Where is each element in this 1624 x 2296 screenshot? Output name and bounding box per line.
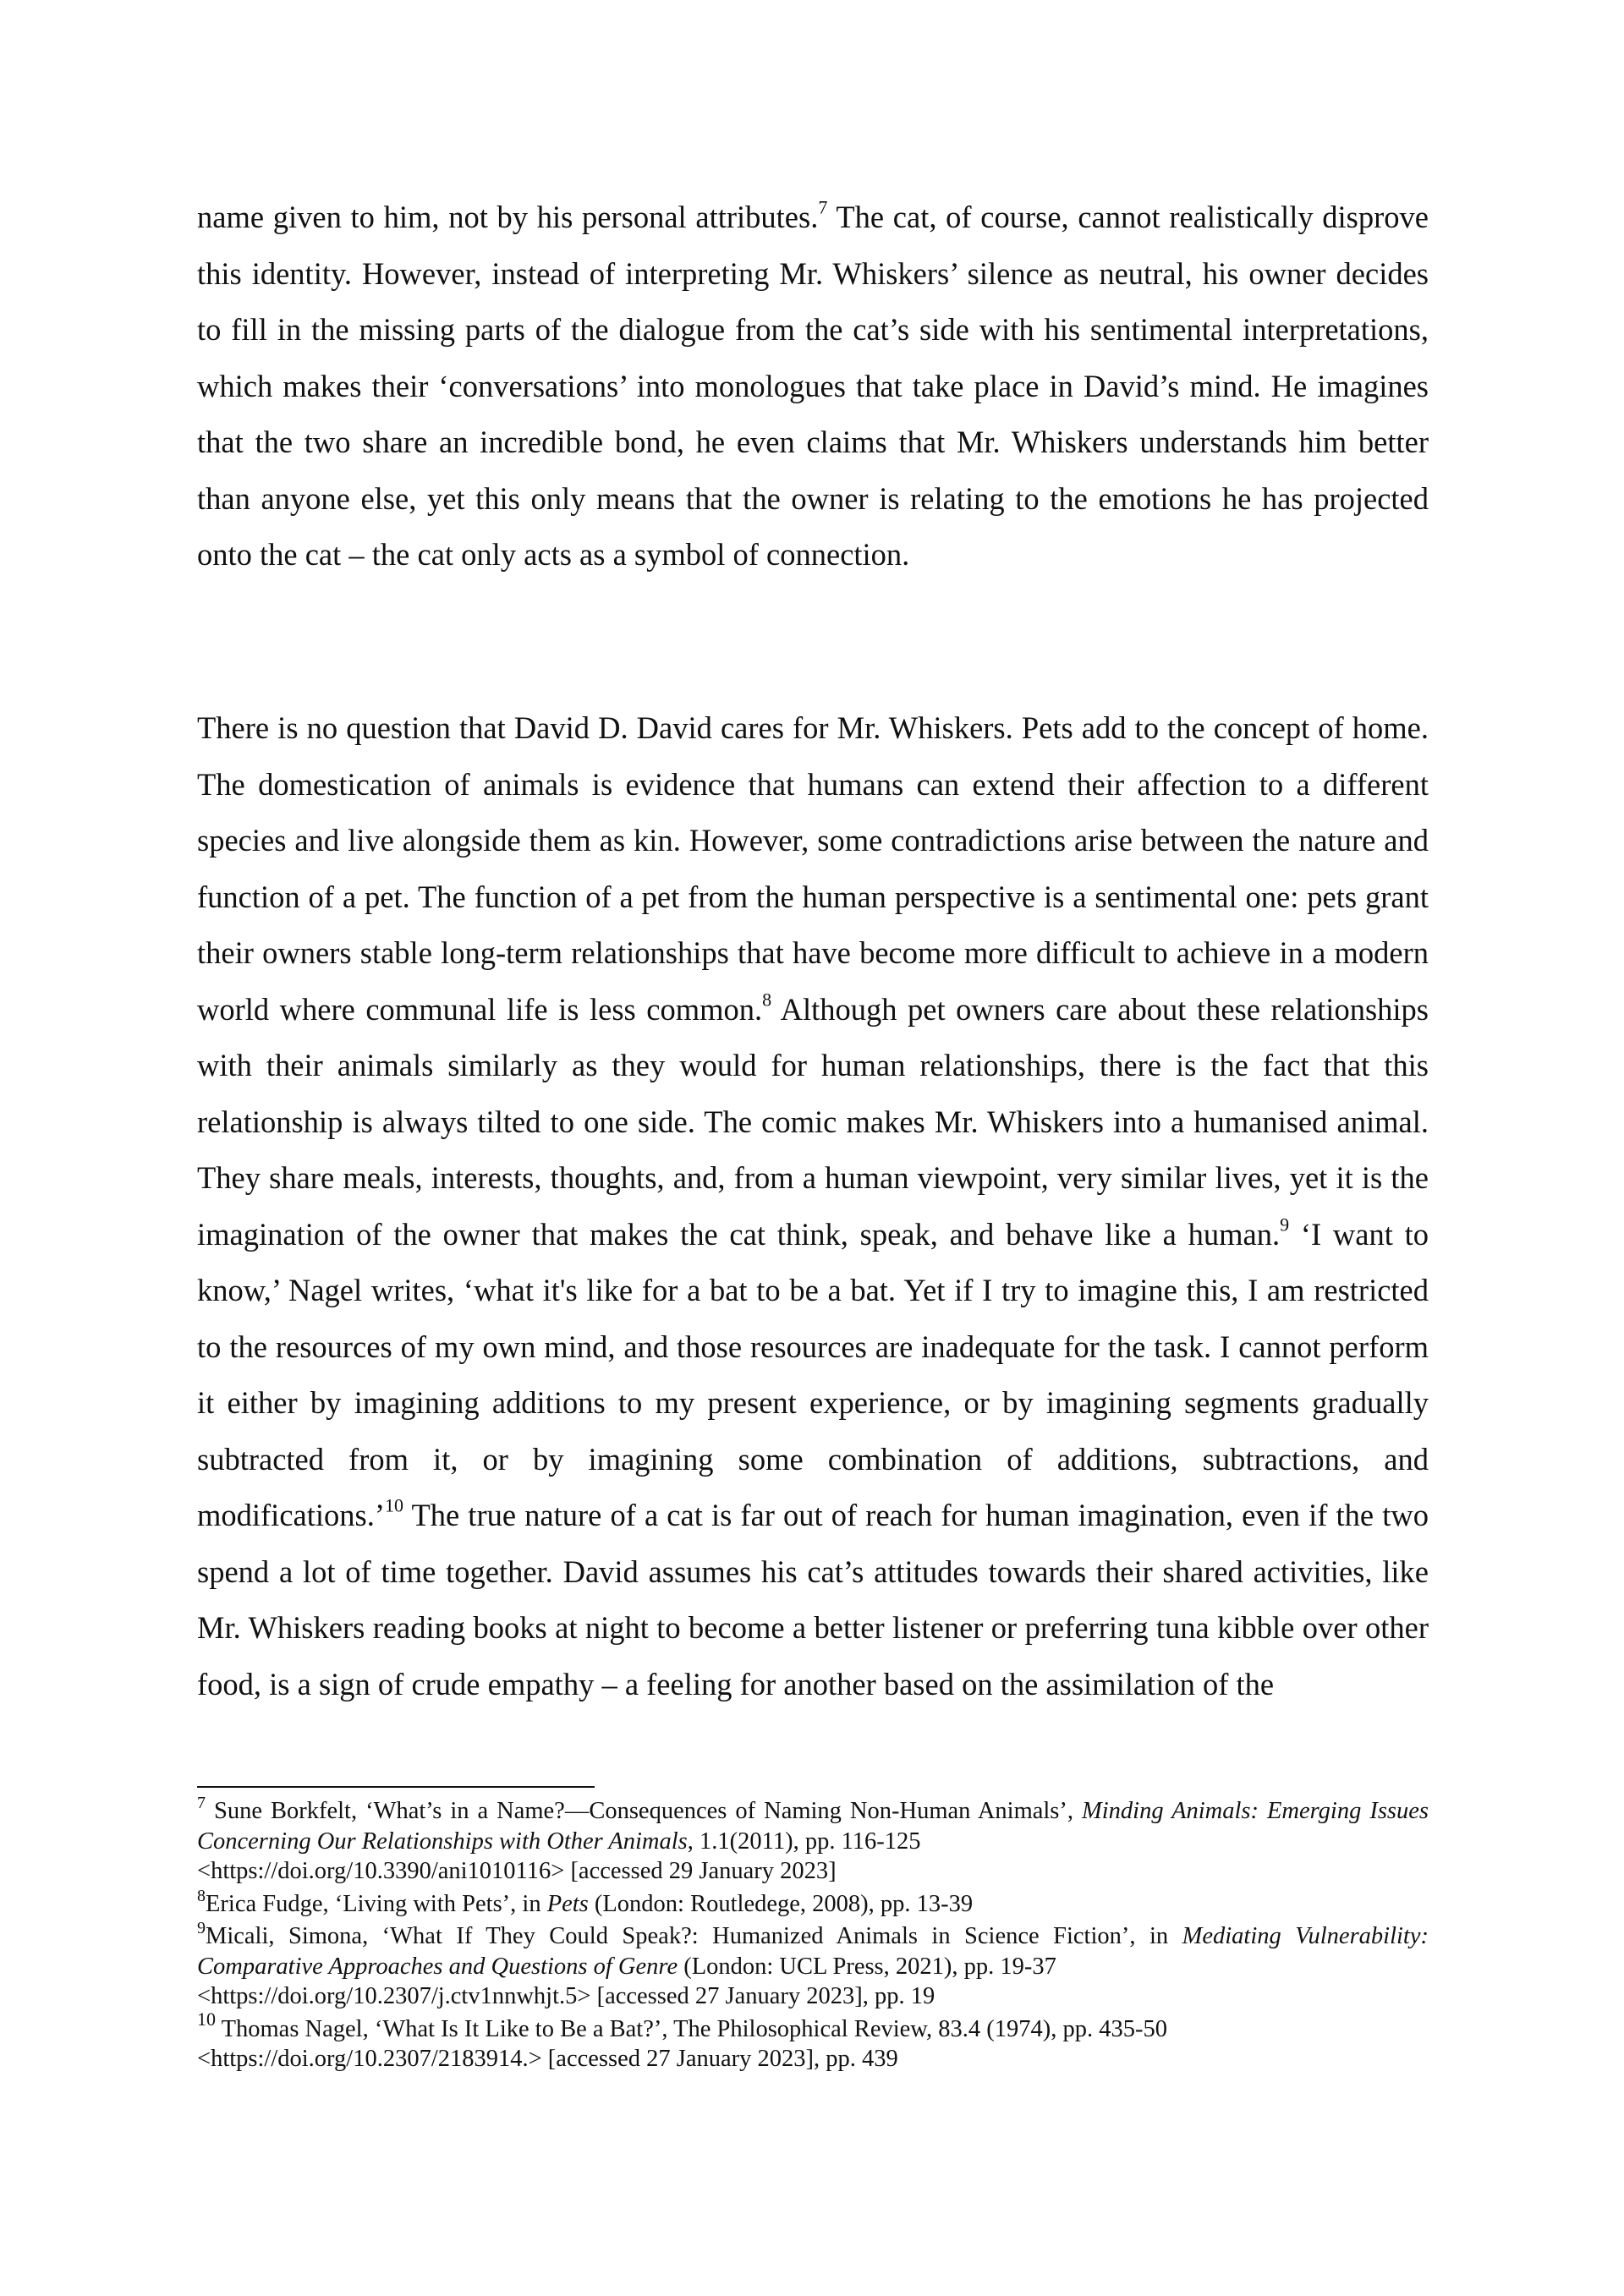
- footnote-9: [197, 1921, 1429, 2012]
- footnote-title: Mediating Vulnerability: Comparative Approaches and Questions of Genre: [197, 1923, 1429, 1980]
- footnote-link[interactable]: <https://doi.org/10.2307/2183914.> [accessed 27 January 2023], pp. 439: [197, 2046, 898, 2072]
- footnote-text: (London: UCL Press, 2021), pp. 19-37: [678, 1953, 1056, 1980]
- body-paragraph-1: [197, 189, 1429, 584]
- footnote-10: [197, 2008, 1429, 2074]
- footnote-link[interactable]: <https://doi.org/10.3390/ani1010116> [accessed 29 January 2023]: [197, 1858, 837, 1884]
- footnote-title: Pets: [546, 1890, 589, 1917]
- footnote-ref-8[interactable]: 8: [762, 989, 772, 1010]
- footnote-ref-9[interactable]: 9: [1280, 1214, 1290, 1235]
- footnote-text: , 1.1(2011), pp. 116-125: [687, 1827, 921, 1855]
- footnote-number: 8: [197, 1886, 206, 1905]
- footnote-title: Minding Animals: Emerging Issues Concerning Our Relationships with Other Animals: [197, 1798, 1429, 1855]
- footnote-number: 10: [197, 2008, 216, 2030]
- footnote-number: 7: [197, 1794, 206, 1812]
- footnote-separator: [197, 1786, 595, 1788]
- paragraph-text: Although pet owners care about these relationships with their animals similarly as they would for human relationships, there is the fact that this relationship is always tilted to one side. The comic makes Mr. Whiskers into a humanised animal. They share meals, interests, thoughts, and, from a human viewpoint, very similar lives, yet it is the imagination of the owner that makes the cat think, speak, and behave like a human.: [197, 991, 1429, 1252]
- footnote-text: Micali, Simona, ‘What If They Could Speak?: Humanized Animals in Science Fiction’, in: [206, 1923, 1182, 1949]
- footnote-7: [197, 1796, 1429, 1887]
- footnote-ref-10[interactable]: 10: [385, 1494, 403, 1516]
- paragraph-text: The true nature of a cat is far out of reach for human imagination, even if the two spend a lot of time together. David assumes his cat’s attitudes towards their shared activities, like Mr. Whiskers reading books at night to become a better listener or preferring tuna kibble over other food, is a sign of crude empathy – a feeling for another based on the assimilation of the: [197, 1498, 1429, 1701]
- footnote-text: Sune Borkfelt, ‘What’s in a Name?—Consequences of Naming Non-Human Animals’,: [206, 1798, 1083, 1824]
- paragraph-text: The cat, of course, cannot realistically disprove this identity. However, instead of interpreting Mr. Whiskers’ silence as neutral, his owner decides to fill in the missing parts of the dialogue from the cat’s side with his sentimental interpretations, which makes their ‘conversations’ into monologues that take place in David’s mind. He imagines that the two share an incredible bond, he even claims that Mr. Whiskers understands him better than anyone else, yet this only means that the owner is relating to the emotions he has projected onto the cat – the cat only acts as a symbol of connection.: [197, 200, 1429, 572]
- footnote-8: [197, 1886, 1429, 1920]
- body-paragraph-2: [197, 700, 1429, 1712]
- footnote-text: Erica Fudge, ‘Living with Pets’, in: [206, 1890, 547, 1917]
- footnote-link[interactable]: <https://doi.org/10.2307/j.ctv1nnwhjt.5> [accessed 27 January 2023], pp. 19: [197, 1983, 935, 2009]
- paragraph-text: name given to him, not by his personal attributes.: [197, 200, 819, 234]
- footnote-number: 9: [197, 1919, 206, 1937]
- footnotes-section: [197, 1796, 1429, 2077]
- paragraph-text: ‘I want to know,’ Nagel writes, ‘what it's like for a bat to be a bat. Yet if I try to imagine this, I am restricted to the resources of my own mind, and those resources are inadequate for the task. I cannot perform it either by imagining additions to my present experience, or by imagining segments gradually subtracted from it, or by imagining some combination of additions, subtractions, and modifications.’: [197, 1216, 1429, 1532]
- paragraph-text: There is no question that David D. David cares for Mr. Whiskers. Pets add to the concept of home. The domestication of animals is evidence that humans can extend their affection to a different species and live alongside them as kin. However, some contradictions arise between the nature and function of a pet. The function of a pet from the human perspective is a sentimental one: pets grant their owners stable long-term relationships that have become more difficult to achieve in a modern world where communal life is less common.: [197, 710, 1429, 1027]
- footnote-ref-7[interactable]: 7: [818, 196, 828, 218]
- footnote-text: (London: Routledege, 2008), pp. 13-39: [588, 1890, 974, 1917]
- footnote-text: Thomas Nagel, ‘What Is It Like to Be a Bat?’, The Philosophical Review, 83.4 (1974), pp. 435-50: [216, 2015, 1167, 2042]
